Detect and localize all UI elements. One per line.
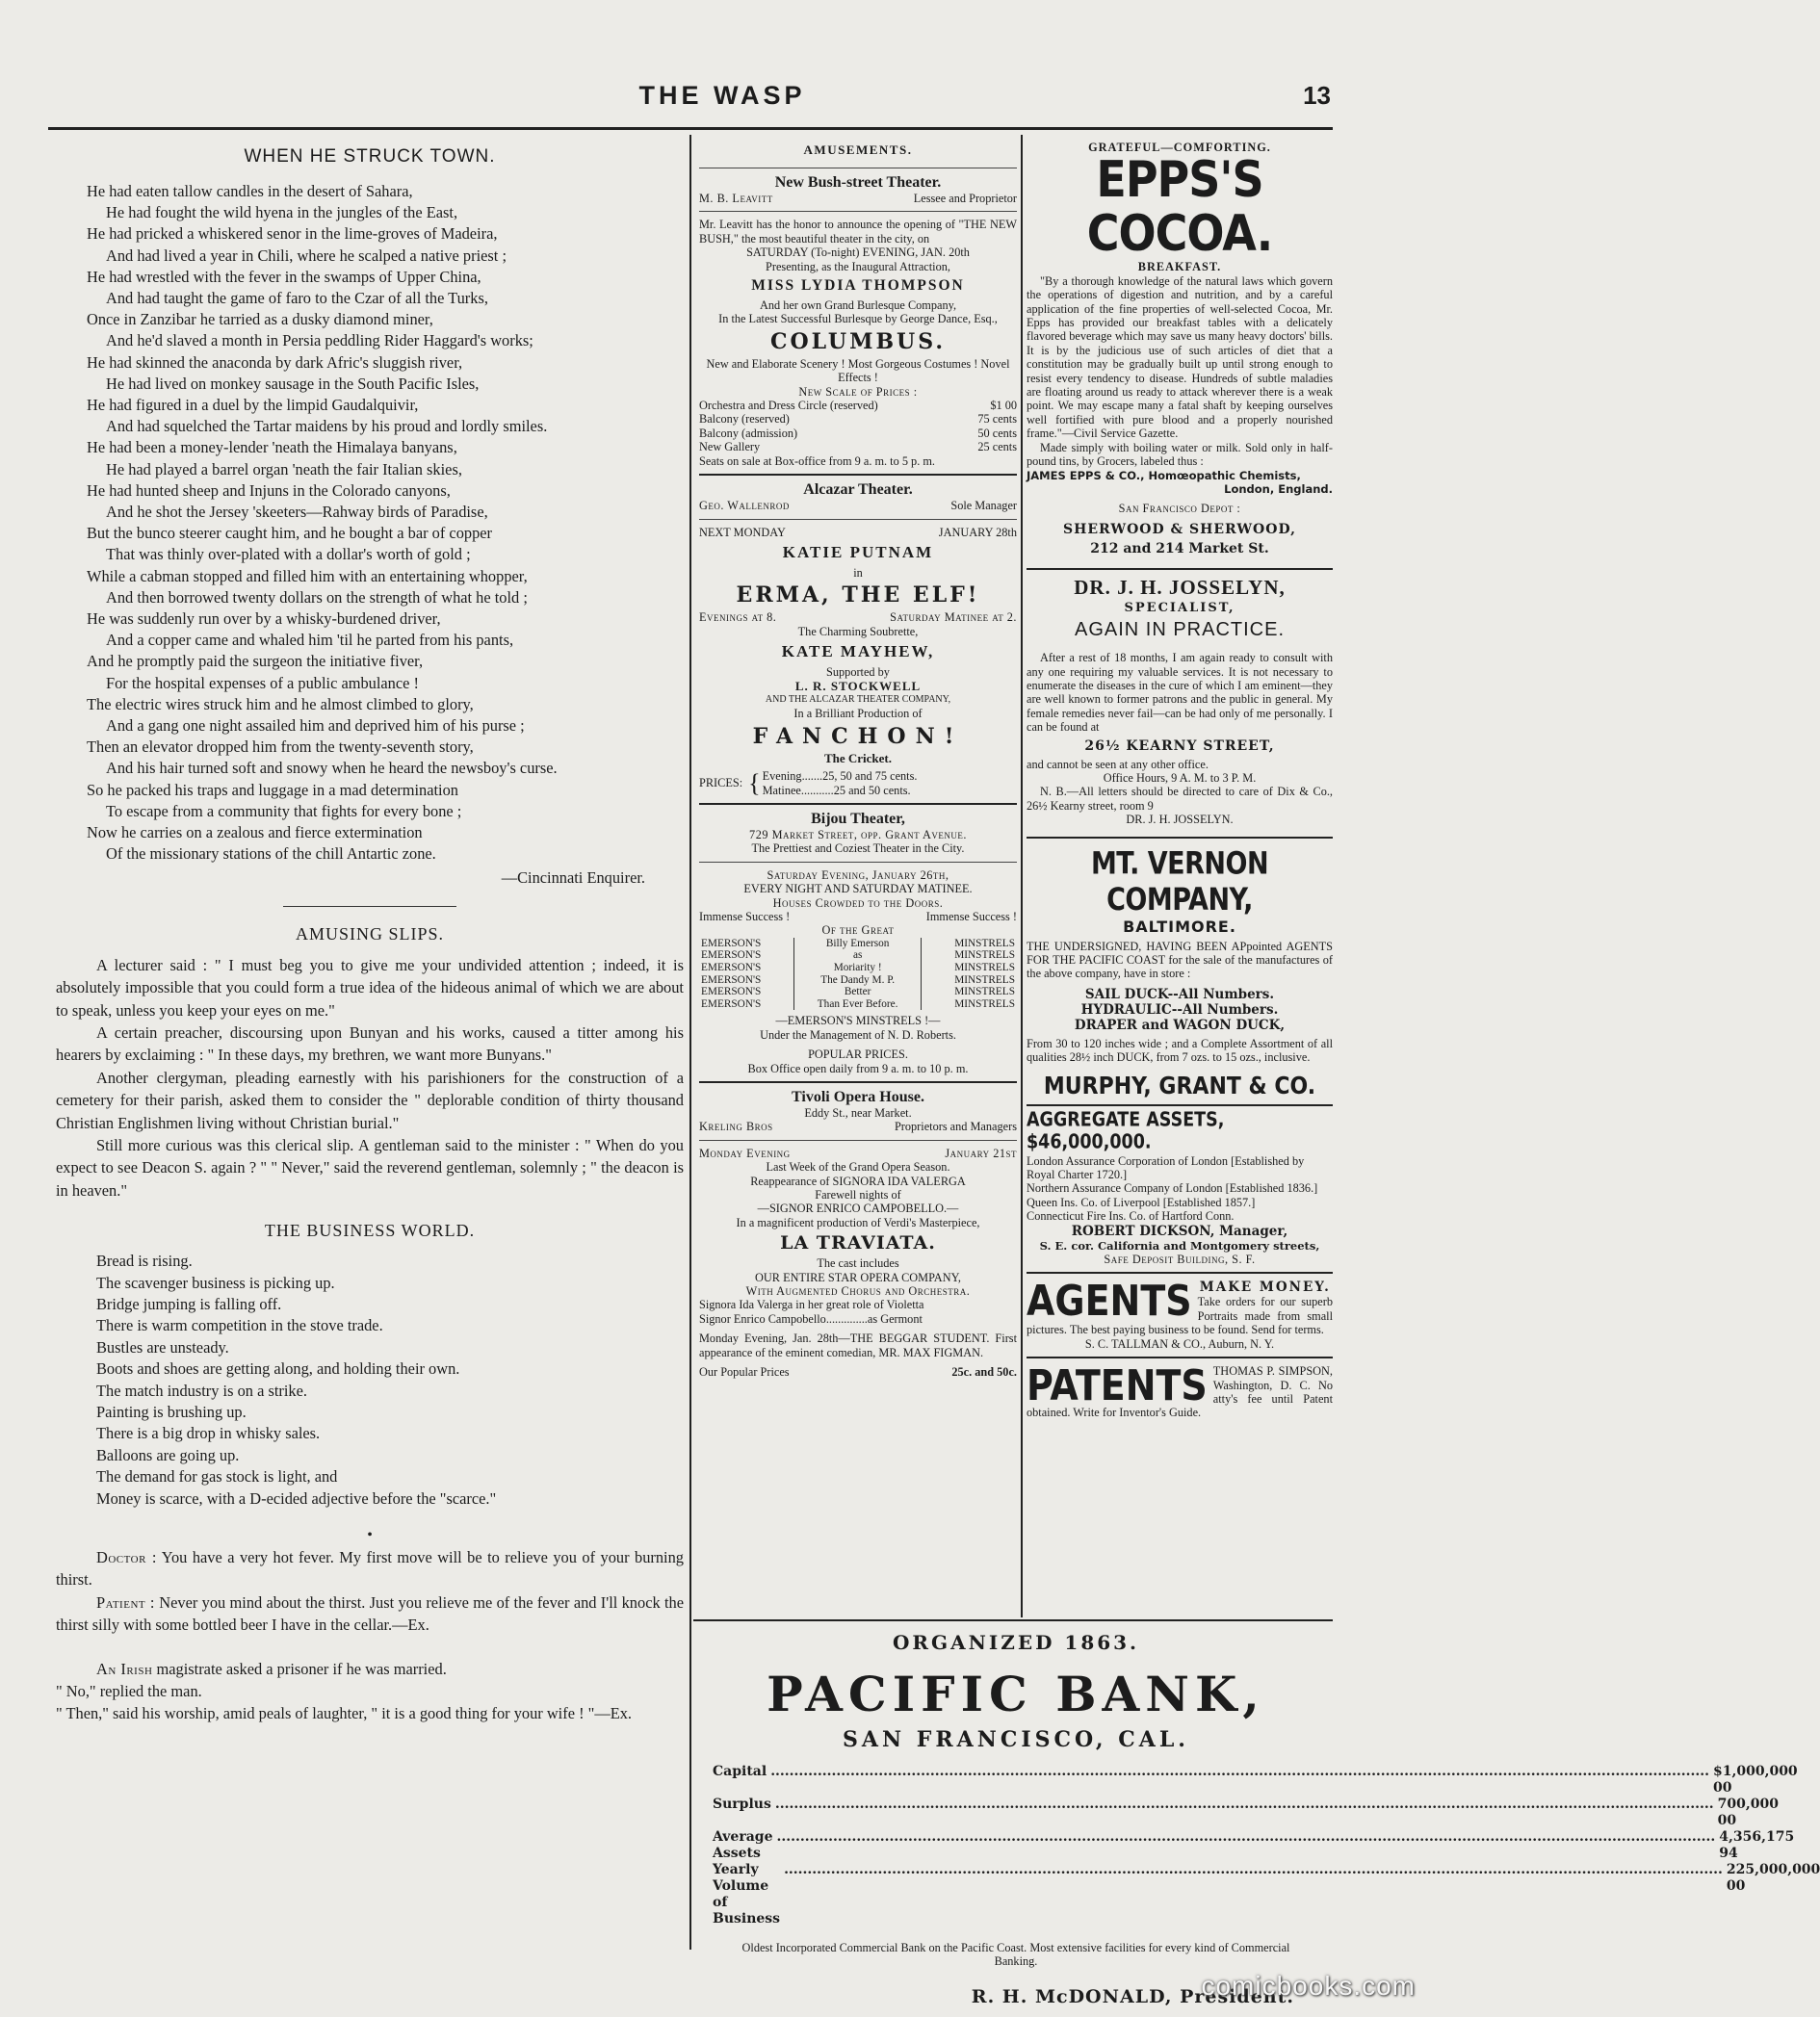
bank-note: Oldest Incorporated Commercial Bank on the Pacific Coast. Most extensive facilities for every kind of Commercial Banking. (741, 1941, 1290, 1969)
slips-body (56, 954, 684, 1202)
tivoli-signor-role: Signor Enrico Campobello..............as Germont (699, 1311, 923, 1326)
poem-line: But the bunco steerer caught him, and he bought a bar of copper (87, 524, 493, 543)
divider (699, 862, 1017, 863)
price-value: 75 cents (977, 412, 1017, 427)
poem-line: And a gang one night assailed him and deprived him of his purse ; (106, 716, 525, 736)
poem-line: He had pricked a whiskered senor in the lime-groves of Madeira, (87, 224, 498, 244)
right-column (1027, 141, 1333, 1614)
emerson-row (699, 974, 1017, 987)
divider (699, 211, 1017, 212)
emerson-cell-mid: The Dandy M. P. (794, 974, 921, 987)
column-divider (1021, 135, 1023, 1617)
emerson-row (699, 998, 1017, 1011)
alcazar-theater-name: Alcazar Theater. (803, 481, 913, 499)
poem-line: And he'd slaved a month in Persia peddling Rider Haggard's works; (106, 331, 533, 350)
emerson-cell-mid: Better (794, 986, 921, 998)
price-row (699, 399, 1017, 412)
alcazar-subtitle: The Cricket. (823, 750, 893, 765)
divider (699, 1081, 1017, 1083)
bijou-address: 729 Market Street, opp. Grant Avenue. (749, 827, 967, 841)
tivoli-last-week: Last Week of the Grand Opera Season. (766, 1160, 950, 1175)
tivoli-play: LA TRAVIATA. (780, 1232, 936, 1254)
irish-line1: magistrate asked a prisoner if he was married. (156, 1659, 447, 1678)
business-item: There is warm competition in the stove trade. (96, 1316, 383, 1335)
insurance-body1: London Assurance Corporation of London [Established by Royal Charter 1720.] (1027, 1153, 1305, 1182)
irish-line3: " Then," said his worship, amid peals of laughter, " it is a good thing for your wife ! "—Ex. (56, 1704, 633, 1723)
poem-line: To escape from a community that fights for every bone ; (106, 801, 462, 820)
emerson-row (699, 949, 1017, 962)
bank-row (699, 1797, 1779, 1829)
poem-line: He had hunted sheep and Injuns in the Colorado canyons, (87, 480, 451, 500)
epps-agent-addr: 212 and 214 Market St. (1090, 540, 1269, 556)
poem-line: He had been a money-lender 'neath the Himalaya banyans, (87, 438, 457, 457)
agents-ad (1027, 1277, 1333, 1351)
leader-dots: ........................................................................................................................................................................................................ (774, 1797, 1714, 1812)
emerson-cell-right: MINSTRELS (954, 997, 1015, 1010)
slip-paragraph: Another clergyman, pleading earnestly with his parishioners for the construction of a cemetery for their parish, asked them to consider the " deplorable condition of thirty thousand Christian Englishmen living without Christian burial." (56, 1068, 684, 1132)
bijou-great: Of the Great (821, 923, 895, 938)
bank-row-label: Yearly Volume of Business (713, 1862, 781, 1926)
emerson-cell-mid: as (794, 949, 921, 962)
bank-row-value: 700,000 00 (1717, 1797, 1779, 1828)
bush-date: SATURDAY (To-night) EVENING, JAN. 20th (746, 246, 970, 260)
epps-made: Made simply with boiling water or milk. Sold only in half-pound tins, by Grocers, labeled thus : (1027, 440, 1333, 469)
patents-big: PATENTS (1027, 1360, 1208, 1410)
doctor-label: Doctor : (96, 1548, 157, 1567)
divider (1027, 837, 1333, 839)
divider (1027, 1104, 1333, 1106)
price-row (699, 440, 1017, 453)
tivoli-address: Eddy St., near Market. (804, 1106, 912, 1120)
poem-line: Of the missionary stations of the chill Antartic zone. (106, 844, 436, 864)
divider (699, 519, 1017, 520)
tivoli-entire: OUR ENTIRE STAR OPERA COMPANY, (755, 1270, 961, 1284)
alcazar-second-play: FANCHON! (752, 723, 964, 749)
emerson-cell-right: MINSTRELS (954, 949, 1015, 962)
alcazar-star: KATIE PUTNAM (782, 542, 934, 561)
patient-text: Never you mind about the thirst. Just you relieve me of the fever and I'll knock the thirst silly with some bottled beer I have in the cellar.—Ex. (56, 1592, 684, 1635)
bush-star: MISS LYDIA THOMPSON (751, 277, 965, 295)
emerson-cell-left: EMERSON'S (701, 973, 762, 986)
epps-agent: SHERWOOD & SHERWOOD, (1063, 521, 1296, 537)
tivoli-reappearance: Reappearance of SIGNORA IDA VALERGA (750, 1174, 966, 1188)
josselyn-again: AGAIN IN PRACTICE. (1074, 619, 1286, 641)
emerson-row (699, 986, 1017, 998)
emerson-cell-mid: Moriarity ! (794, 962, 921, 974)
bijou-tagline: The Prettiest and Coziest Theater in the City. (751, 841, 965, 856)
epps-maker: JAMES EPPS & CO., Homœopathic Chemists, (1027, 468, 1301, 482)
price-label: Balcony (admission) (699, 426, 798, 440)
poem-line: While a cabman stopped and filled him with an entertaining whopper, (87, 566, 528, 585)
patient-label: Patient : (96, 1592, 155, 1612)
bijou-date: Saturday Evening, January 26th, (767, 867, 949, 882)
josselyn-name: DR. J. H. JOSSELYN, (1074, 575, 1286, 599)
josselyn-elsewhere: and cannot be seen at any other office. (1027, 757, 1209, 771)
poem-line: And had squelched the Tartar maidens by his proud and lordly smiles. (106, 417, 548, 436)
tivoli-monday: Monday Evening January 21st (699, 1146, 1017, 1160)
emerson-cell-right: MINSTRELS (954, 962, 1015, 973)
poem-line: He had wrestled with the fever in the swamps of Upper China, (87, 267, 481, 286)
poem-line: He had skinned the anaconda by dark Afric's sluggish river, (87, 352, 463, 372)
tivoli-signora-role: Signora Ida Valerga in her great role of Violetta (699, 1298, 924, 1312)
business-item: The match industry is on a strike. (96, 1381, 307, 1400)
column-divider (689, 135, 691, 1950)
emerson-cell-left: EMERSON'S (701, 937, 762, 949)
josselyn-nb: N. B.—All letters should be directed to care of Dix & Co., 26½ Kearny street, room 9 (1027, 785, 1333, 813)
agents-body: Take orders for our superb Portraits made from small pictures. The best paying business to be found. Send for terms. (1027, 1295, 1333, 1337)
bijou-houses: Houses Crowded to the Doors. (772, 895, 944, 910)
doctor-text: You have a very hot fever. My first move will be to relieve you of your burning thirst. (56, 1548, 684, 1590)
irish-lead: An Irish (96, 1659, 153, 1678)
emerson-cell-left: EMERSON'S (701, 997, 762, 1010)
poem-line: And his hair turned soft and snowy when he heard the newsboy's curse. (106, 759, 558, 778)
divider (1027, 568, 1333, 570)
alcazar-soubrette: The Charming Soubrette, (797, 624, 919, 638)
bank-name: PACIFIC BANK, (767, 1666, 1265, 1722)
bank-organized: ORGANIZED 1863. (892, 1631, 1140, 1654)
poem-line: He was suddenly run over by a whisky-burdened driver, (87, 609, 441, 629)
business-item: Bustles are unsteady. (96, 1337, 229, 1357)
bush-presenting: Presenting, as the Inaugural Attraction, (766, 259, 950, 273)
price-value: 25 cents (977, 440, 1017, 454)
insurance-manager: ROBERT DICKSON, Manager, (1071, 1223, 1288, 1239)
bijou-popular: POPULAR PRICES. (808, 1047, 908, 1062)
epps-depot: San Francisco Depot : (1118, 502, 1241, 516)
poem-body (56, 181, 684, 889)
alcazar-manager: Geo. Wallenrod Sole Manager (699, 499, 1017, 513)
vernon-agents: MURPHY, GRANT & CO. (1043, 1072, 1316, 1100)
josselyn-hours: Office Hours, 9 A. M. to 3 P. M. (1103, 770, 1257, 785)
tivoli-owners: Kreling Bros Proprietors and Managers (699, 1120, 1017, 1134)
vernon-item1: SAIL DUCK--All Numbers. (1084, 986, 1275, 1002)
business-title: THE BUSINESS WORLD. (264, 1221, 476, 1241)
bank-city: SAN FRANCISCO, CAL. (843, 1727, 1189, 1752)
divider (699, 1140, 1017, 1141)
bush-price-list (699, 399, 1017, 454)
emerson-table (699, 938, 1017, 1011)
bank-row (699, 1764, 1798, 1797)
bank-row (699, 1829, 1795, 1862)
bank-row-value: 4,356,175 94 (1719, 1829, 1795, 1861)
emerson-cell-left: EMERSON'S (701, 986, 762, 998)
tivoli-chorus: With Augmented Chorus and Orchestra. (745, 1284, 971, 1299)
page-title: THE WASP (638, 81, 806, 110)
poem-line: So he packed his traps and luggage in a mad determination (87, 780, 458, 799)
tivoli-signor: —SIGNOR ENRICO CAMPOBELLO.— (757, 1202, 959, 1216)
vernon-item2: HYDRAULIC--All Numbers. (1080, 1001, 1279, 1018)
price-row (699, 412, 1017, 426)
bank-row-label: Capital (713, 1764, 767, 1779)
emerson-row (699, 938, 1017, 950)
doctor-paragraph (56, 1546, 684, 1591)
poem-line: He had fought the wild hyena in the jungles of the East, (106, 203, 458, 222)
alcazar-company: AND THE ALCAZAR THEATER COMPANY, (765, 693, 951, 705)
price-value: 50 cents (977, 426, 1017, 440)
bush-scenery: New and Elaborate Scenery ! Most Gorgeous Costumes ! Novel Effects ! (706, 356, 1010, 385)
slip-paragraph: A lecturer said : " I must beg you to give me your undivided attention ; indeed, it is absolutely impossible that you could form a true idea of the hideous animal of which we are about to speak, unless you keep your eyes on me." (56, 955, 684, 1020)
alcazar-supporter: L. R. STOCKWELL (794, 678, 922, 693)
bijou-box: Box Office open daily from 9 a. m. to 10 p. m. (747, 1061, 969, 1075)
left-column (56, 141, 684, 1946)
bank-row-label: Surplus (713, 1797, 771, 1812)
agents-make: MAKE MONEY. (1199, 1280, 1331, 1296)
alcazar-second-star: KATE MAYHEW, (781, 642, 935, 661)
masthead-rule (48, 127, 1333, 130)
business-item: Bridge jumping is falling off. (96, 1294, 282, 1313)
josselyn-address: 26½ KEARNY STREET, (1084, 737, 1275, 754)
patents-body: THOMAS P. SIMPSON, Washington, D. C. No atty's fee until Patent obtained. Write for Inventor's Guide. (1027, 1364, 1333, 1420)
emerson-cell-right: MINSTRELS (954, 973, 1015, 986)
vernon-widths: From 30 to 120 inches wide ; and a Complete Assortment of all qualities 28½ inch DUCK, from 7 ozs. to 15 ozs., inclusive. (1027, 1036, 1333, 1065)
divider (699, 803, 1017, 805)
price-label: Orchestra and Dress Circle (reserved) (699, 399, 878, 413)
amusements-header: AMUSEMENTS. (803, 142, 913, 157)
bank-row-label: Average Assets (713, 1829, 773, 1861)
vernon-title: MT. VERNON COMPANY, (1090, 845, 1269, 918)
bush-seats: Seats on sale at Box-office from 9 a. m. to 5 p. m. (699, 453, 935, 468)
bush-theater-name: New Bush-street Theater. (774, 174, 942, 191)
tivoli-magnificent: In a magnificent production of Verdi's Masterpiece, (736, 1215, 980, 1229)
watermark: comicbooks.com (1201, 1971, 1416, 2001)
bijou-minstrels: —EMERSON'S MINSTRELS !— (775, 1014, 941, 1028)
bijou-management: Under the Management of N. D. Roberts. (760, 1027, 956, 1042)
business-item: Boots and shoes are getting along, and holding their own. (96, 1359, 460, 1379)
insurance-addr: S. E. cor. California and Montgomery streets, (1039, 1238, 1320, 1253)
poem-line: And had lived a year in Chili, where he scalped a native priest ; (106, 246, 507, 265)
divider (1027, 1357, 1333, 1358)
poem-line: And had taught the game of faro to the Czar of all the Turks, (106, 289, 488, 308)
vernon-city: BALTIMORE. (1123, 917, 1236, 936)
alcazar-brilliant: In a Brilliant Production of (793, 707, 923, 721)
insurance-body4: Connecticut Fire Ins. Co. of Hartford Conn. (1027, 1209, 1235, 1224)
bijou-every: EVERY NIGHT AND SATURDAY MATINEE. (743, 882, 973, 896)
bank-row-value: $1,000,000 00 (1713, 1764, 1798, 1796)
insurance-body2: Northern Assurance Company of London [Established 1836.] (1027, 1181, 1318, 1196)
epps-breakfast: BREAKFAST. (1137, 260, 1222, 274)
epps-grateful: GRATEFUL—COMFORTING. (1088, 141, 1271, 154)
emerson-cell-mid: Billy Emerson (794, 938, 921, 950)
business-item: Bread is rising. (96, 1252, 193, 1271)
tivoli-farewell: Farewell nights of (815, 1188, 901, 1202)
price-label: New Gallery (699, 440, 761, 454)
bank-row-value: 225,000,000 00 (1726, 1862, 1820, 1894)
amusements-column (699, 141, 1017, 1614)
bijou-theater-name: Bijou Theater, (811, 810, 905, 827)
poem-credit: —Cincinnati Enquirer. (501, 867, 645, 887)
insurance-building: Safe Deposit Building, S. F. (1104, 1253, 1256, 1267)
emerson-cell-right: MINSTRELS (954, 986, 1015, 998)
price-row (699, 427, 1017, 440)
emerson-cell-mid: Than Ever Before. (794, 998, 921, 1011)
slip-paragraph: A certain preacher, discoursing upon Bunyan and his works, caused a titter among his hearers by exclaiming : " In these days, my brethren, we want more Bunyans." (56, 1022, 684, 1065)
josselyn-sign: DR. J. H. JOSSELYN. (1126, 813, 1234, 827)
business-item: There is a big drop in whisky sales. (96, 1424, 321, 1443)
price-value: $1 00 (990, 399, 1017, 413)
slips-title: AMUSING SLIPS. (295, 923, 445, 944)
emerson-row (699, 962, 1017, 974)
poem-line: He had played a barrel organ 'neath the fair Italian skies, (106, 459, 462, 478)
bush-scale: New Scale of Prices : (798, 384, 918, 399)
bush-company: And her own Grand Burlesque Company, (759, 298, 957, 313)
josselyn-body: After a rest of 18 months, I am again ready to consult with any one requiring my valuable services. It is not necessary to enumerate the diseases in the cure of which I am eminent—they are well known to former patrons and the public in general. My female remedies never fail—can be had only of me personally. I can be found at (1027, 651, 1333, 735)
bush-manager: M. B. Leavitt Lessee and Proprietor (699, 192, 1017, 205)
divider (283, 906, 456, 907)
alcazar-in: in (853, 565, 863, 580)
poem-line: And he promptly paid the surgeon the initiative fiver, (87, 652, 424, 671)
emerson-cell-right: MINSTRELS (954, 937, 1015, 949)
agents-big: AGENTS (1027, 1277, 1192, 1326)
epps-body: "By a thorough knowledge of the natural laws which govern the operations of digestion and nutrition, and by a careful application of the fine properties of well-selected Cocoa, Mr. Epps has provided our breakfast tables with a delicately flavored beverage which may save us many heavy doctors' bills. It is by the judicious use of such articles of diet that a constitution may be gradually built up until strong enough to resist every tendency to disease. Hundreds of subtle maladies are floating around us ready to attack wherever there is a weak point. We may escape many a fatal shaft by keeping ourselves well fortified with pure blood and a properly nourished frame."—Civil Service Gazette. (1027, 273, 1333, 441)
poem-line: Now he carries on a zealous and fierce extermination (87, 823, 423, 842)
patents-ad (1027, 1360, 1333, 1420)
poem-line: He had figured in a duel by the limpid Gaudalquivir, (87, 396, 419, 415)
divider (699, 474, 1017, 476)
alcazar-next: NEXT MONDAY JANUARY 28th (699, 525, 1017, 539)
emerson-cell-left: EMERSON'S (701, 949, 762, 962)
business-item: Painting is brushing up. (96, 1403, 247, 1422)
poem-line: Then an elevator dropped him from the twenty-seventh story, (87, 737, 474, 757)
tivoli-popular: Our Popular Prices 25c. and 50c. (699, 1365, 1017, 1380)
bank-row (699, 1862, 1820, 1927)
slip-paragraph: Still more curious was this clerical slip. A gentleman said to the minister : " When do you expect to see Deacon S. again ? " " Never," said the reverend gentleman, solemnly ; " the deacon is in heaven." (56, 1135, 684, 1200)
leader-dots: ........................................................................................................................................................................................................ (770, 1764, 1709, 1779)
business-item: The scavenger business is picking up. (96, 1273, 335, 1292)
leader-dots: ........................................................................................................................................................................................................ (784, 1862, 1723, 1877)
business-item: Money is scarce, with a D-ecided adjective before the "scarce." (96, 1488, 497, 1508)
insurance-title: AGGREGATE ASSETS, $46,000,000. (1027, 1108, 1225, 1153)
epps-maker-loc: London, England. (1224, 481, 1333, 496)
agents-sign: S. C. TALLMAN & CO., Auburn, N. Y. (1084, 1336, 1275, 1351)
poem-line: And then borrowed twenty dollars on the strength of what he told ; (106, 587, 528, 607)
tivoli-name: Tivoli Opera House. (792, 1089, 924, 1105)
poem-line: The electric wires struck him and he almost climbed to glory, (87, 694, 474, 713)
irish-line2: " No," replied the man. (56, 1682, 202, 1701)
section-rule (693, 1619, 1333, 1621)
business-item: The demand for gas stock is light, and (96, 1467, 338, 1487)
josselyn-specialist: SPECIALIST, (1124, 600, 1235, 615)
alcazar-times: Evenings at 8. Saturday Matinee at 2. (699, 610, 1017, 625)
poem-line: For the hospital expenses of a public ambulance ! (106, 673, 419, 692)
vernon-item3: DRAPER and WAGON DUCK, (1074, 1017, 1286, 1033)
poem-line: Once in Zanzibar he tarried as a dusky diamond miner, (87, 310, 433, 329)
bush-latest: In the Latest Successful Burlesque by George Dance, Esq., (718, 312, 998, 326)
poem-line: He had lived on monkey sausage in the South Pacific Isles, (106, 374, 480, 393)
bijou-success: Immense Success ! Immense Success ! (699, 910, 1017, 923)
poem-line: He had eaten tallow candles in the desert of Sahara, (87, 182, 413, 200)
bush-intro: Mr. Leavitt has the honor to announce the opening of "THE NEW BUSH," the most beautiful theater in the city, on (699, 218, 1017, 246)
poem-title: WHEN HE STRUCK TOWN. (244, 146, 496, 167)
business-item: Balloons are going up. (96, 1445, 240, 1464)
insurance-body3: Queen Ins. Co. of Liverpool [Established 1857.] (1027, 1195, 1256, 1209)
separator-dot: • (367, 1527, 373, 1544)
alcazar-play: ERMA, THE ELF! (736, 582, 980, 608)
price-label: Balcony (reserved) (699, 412, 790, 427)
alcazar-prices: PRICES: { Evening.......25, 50 and 75 cents. Matinee...........25 and 50 cents. (699, 768, 918, 797)
poem-line: And he shot the Jersey 'skeeters—Rahway birds of Paradise, (106, 503, 488, 522)
business-list (56, 1251, 684, 1510)
bank-figures (699, 1764, 1820, 1927)
alcazar-supported: Supported by (826, 665, 890, 680)
poem-line: And a copper came and whaled him 'til he parted from his pants, (106, 631, 514, 650)
leader-dots: ........................................................................................................................................................................................................ (776, 1829, 1716, 1845)
tivoli-cast: The cast includes (817, 1256, 899, 1271)
poem-line: That was thinly over-plated with a dollar's worth of gold ; (106, 545, 471, 564)
irish-paragraph (56, 1658, 684, 1680)
emerson-cell-left: EMERSON'S (701, 962, 762, 973)
epps-title: EPPS'S COCOA. (1086, 150, 1273, 263)
bush-play: COLUMBUS. (769, 328, 947, 354)
vernon-body: THE UNDERSIGNED, HAVING BEEN APpointed AGENTS FOR THE PACIFIC COAST for the sale of the manufactures of the above company, have in store : (1027, 939, 1333, 981)
patient-paragraph (56, 1591, 684, 1637)
divider (1027, 1272, 1333, 1274)
page-number: 13 (1303, 81, 1331, 110)
tivoli-beggar: Monday Evening, Jan. 28th—THE BEGGAR STUDENT. First appearance of the eminent comedian, MR. MAX FIGMAN. (699, 1332, 1017, 1359)
bank-president: R. H. McDONALD, President. (971, 1985, 1294, 2007)
